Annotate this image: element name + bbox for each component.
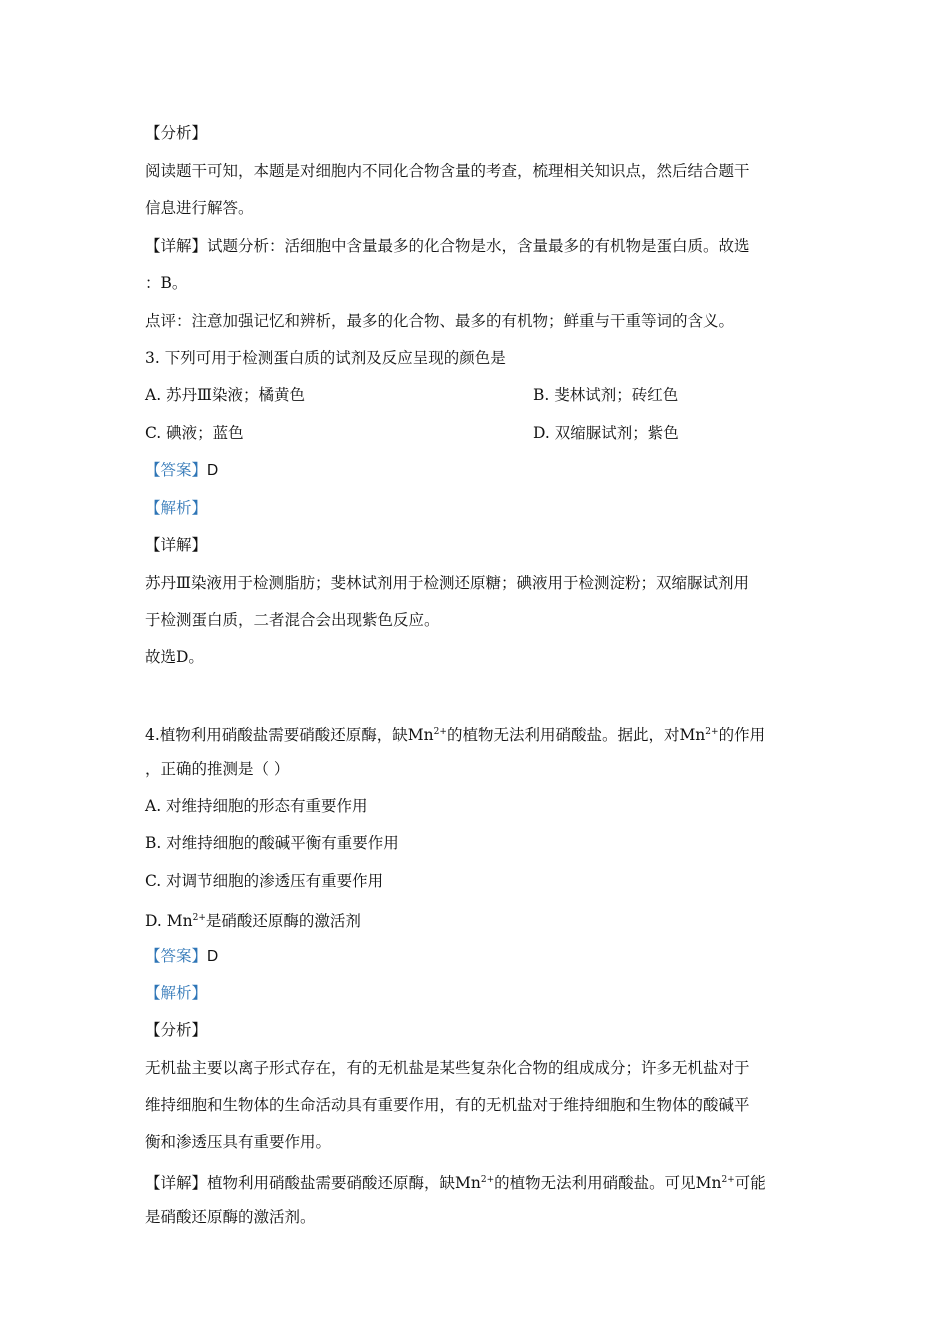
option-part: D. Mn <box>145 912 193 930</box>
question-4-option-a: A. 对维持细胞的形态有重要作用 <box>145 797 368 815</box>
detail-text-line: ：B。 <box>145 274 188 292</box>
detail-heading: 【详解】 <box>145 536 208 554</box>
stem-part: 的作用 <box>718 726 766 744</box>
question-4-option-d <box>145 907 361 932</box>
question-4-stem-line: ，正确的推测是（ ） <box>145 760 290 778</box>
analysis-text-line: 信息进行解答。 <box>145 199 254 217</box>
question-3-options-row <box>145 422 845 444</box>
analysis-heading: 【分析】 <box>145 1021 208 1039</box>
comment-text: 点评：注意加强记忆和辨析，最多的化合物、最多的有机物；鲜重与干重等词的含义。 <box>145 312 735 330</box>
jiexi-tag: 【解析】 <box>145 499 208 517</box>
analysis-text-line: 无机盐主要以离子形式存在，有的无机盐是某些复杂化合物的组成成分；许多无机盐对于 <box>145 1059 750 1077</box>
superscript: 2+ <box>433 727 447 737</box>
answer-value: D <box>207 948 219 965</box>
superscript: 2+ <box>192 913 206 923</box>
question-3-answer <box>145 459 218 482</box>
superscript: 2+ <box>705 727 719 737</box>
detail-text-line: 【详解】试题分析：活细胞中含量最多的化合物是水，含量最多的有机物是蛋白质。故选 <box>145 237 750 255</box>
stem-part: 的植物无法利用硝酸盐。据此，对Mn <box>446 726 706 744</box>
detail-text-line <box>145 1169 766 1194</box>
answer-tag: 【答案】 <box>145 947 208 965</box>
detail-part: 可能 <box>734 1174 766 1192</box>
analysis-text-line: 衡和渗透压具有重要作用。 <box>145 1133 332 1151</box>
question-4-answer <box>145 945 218 968</box>
detail-text-line: 于检测蛋白质，二者混合会出现紫色反应。 <box>145 611 440 629</box>
question-3-option-d: D. 双缩脲试剂；紫色 <box>533 424 679 442</box>
stem-part: 4.植物利用硝酸盐需要硝酸还原酶，缺Mn <box>145 726 434 744</box>
detail-text-line: 是硝酸还原酶的激活剂。 <box>145 1208 316 1226</box>
answer-value: D <box>207 462 219 479</box>
question-3-stem: 3. 下列可用于检测蛋白质的试剂及反应呈现的颜色是 <box>145 349 506 367</box>
question-3-options-row <box>145 384 845 406</box>
superscript: 2+ <box>480 1175 495 1185</box>
detail-part: 的植物无法利用硝酸盐。可见Mn <box>494 1174 722 1192</box>
question-4-stem <box>145 721 765 746</box>
question-3-option-b: B. 斐林试剂；砖红色 <box>533 386 679 404</box>
answer-tag: 【答案】 <box>145 461 208 479</box>
jiexi-tag: 【解析】 <box>145 984 208 1002</box>
detail-part: 【详解】植物利用硝酸盐需要硝酸还原酶，缺Mn <box>145 1174 481 1192</box>
detail-text-line: 苏丹Ⅲ染液用于检测脂肪；斐林试剂用于检测还原糖；碘液用于检测淀粉；双缩脲试剂用 <box>145 574 749 592</box>
question-4-option-c: C. 对调节细胞的渗透压有重要作用 <box>145 872 384 890</box>
analysis-heading: 【分析】 <box>145 124 208 142</box>
question-3-option-a: A. 苏丹Ⅲ染液；橘黄色 <box>145 386 305 404</box>
option-part: 是硝酸还原酶的激活剂 <box>205 912 361 930</box>
question-3-option-c: C. 碘液；蓝色 <box>145 424 244 442</box>
superscript: 2+ <box>721 1175 735 1185</box>
question-4-option-b: B. 对维持细胞的酸碱平衡有重要作用 <box>145 834 399 852</box>
analysis-text-line: 阅读题干可知，本题是对细胞内不同化合物含量的考查，梳理相关知识点，然后结合题干 <box>145 162 750 180</box>
conclusion-text: 故选D。 <box>145 648 204 666</box>
analysis-text-line: 维持细胞和生物体的生命活动具有重要作用，有的无机盐对于维持细胞和生物体的酸碱平 <box>145 1096 750 1114</box>
